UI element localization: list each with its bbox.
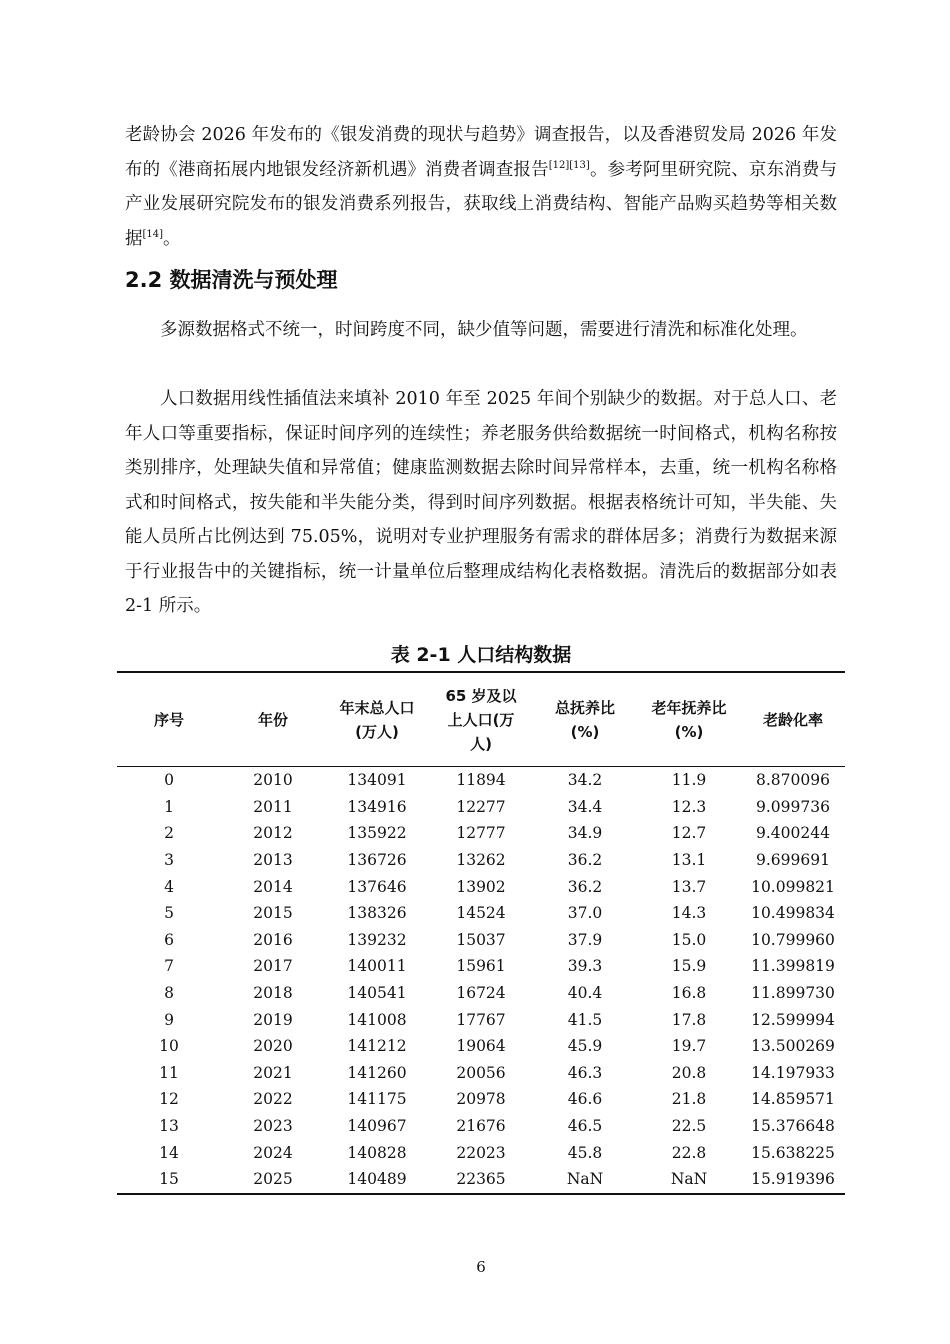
table-cell: 2014	[253, 877, 293, 896]
table-cell: NaN	[670, 1170, 708, 1189]
table-cell: 12277	[456, 797, 506, 816]
table-cell: 140011	[347, 957, 407, 976]
table-row	[117, 1033, 845, 1060]
table-row	[117, 1060, 845, 1087]
table-cell: 22.5	[671, 1117, 707, 1136]
column-header-total-population	[325, 672, 429, 767]
table-cell: 14.197933	[751, 1063, 835, 1082]
table-cell: 36.2	[567, 851, 603, 870]
table-cell: 9.099736	[756, 797, 830, 816]
table-cell: 17767	[456, 1010, 506, 1029]
table-cell: 2015	[253, 904, 293, 923]
table-cell: 15.0	[671, 930, 707, 949]
table-cell: 13	[159, 1117, 179, 1136]
column-header-total-dependency	[533, 672, 637, 767]
table-cell: 45.8	[567, 1143, 603, 1162]
table-cell: 9.699691	[756, 851, 830, 870]
header-text: 65 岁及以上人口(万人)	[445, 686, 517, 753]
table-cell: 14.3	[671, 904, 707, 923]
table-row	[117, 847, 845, 874]
table-row	[117, 1113, 845, 1140]
table-cell: 19.7	[671, 1037, 707, 1056]
table-cell: 46.3	[567, 1063, 603, 1082]
table-cell: 34.9	[567, 824, 603, 843]
table-row	[117, 820, 845, 847]
table-header-row	[117, 672, 845, 767]
table-cell: 135922	[347, 824, 407, 843]
table-cell: 20978	[456, 1090, 506, 1109]
table-cell: 2025	[253, 1170, 293, 1189]
column-header-index: 序号	[153, 710, 184, 729]
header-text: 老年抚养比(%)	[651, 698, 727, 741]
table-cell: 11894	[456, 771, 506, 790]
table-cell: 12	[159, 1090, 179, 1109]
citation-ref: [12]	[548, 159, 570, 171]
header-text: 总抚养比(%)	[554, 698, 615, 741]
table-cell: 140967	[347, 1117, 407, 1136]
table-cell: 11.399819	[751, 957, 835, 976]
table-cell: 11.899730	[751, 984, 835, 1003]
table-cell: 2016	[253, 930, 293, 949]
header-text: 年末总人口(万人)	[339, 698, 415, 741]
table-cell: 37.9	[567, 930, 603, 949]
table-cell: 41.5	[567, 1010, 603, 1029]
table-cell: 2013	[253, 851, 293, 870]
table-cell: 12777	[456, 824, 506, 843]
table-cell: 15.638225	[751, 1143, 835, 1162]
table-cell: 15.9	[671, 957, 707, 976]
paragraph-text: 。	[163, 228, 181, 249]
table-row	[117, 873, 845, 900]
table-cell: 9.400244	[756, 824, 830, 843]
table-cell: 4	[164, 877, 174, 896]
table-cell: 15037	[456, 930, 506, 949]
table-row	[117, 1166, 845, 1194]
table-row	[117, 980, 845, 1007]
table-cell: 9	[164, 1010, 174, 1029]
table-cell: 2021	[253, 1063, 293, 1082]
table-row	[117, 1086, 845, 1113]
table-cell: 45.9	[567, 1037, 603, 1056]
table-cell: 15.919396	[751, 1170, 835, 1189]
table-cell: 3	[164, 851, 174, 870]
paragraph-text: 老龄协会 2026 年发布的《银发消费的现状与趋势》调查报告，以及香港贸发局 2026 年发布的《港商拓展内地银发经济新机遇》消费者调查报告	[125, 125, 837, 180]
table-cell: 22365	[456, 1170, 506, 1189]
table-cell: 13.500269	[751, 1037, 835, 1056]
table-cell: 139232	[347, 930, 407, 949]
table-cell: 138326	[347, 904, 407, 923]
table-cell: 10	[159, 1037, 179, 1056]
table-cell: 134916	[347, 797, 407, 816]
table-cell: 17.8	[671, 1010, 707, 1029]
column-header-aging-rate: 老龄化率	[762, 710, 823, 729]
table-cell: 2019	[253, 1010, 293, 1029]
table-row	[117, 927, 845, 954]
table-cell: 6	[164, 930, 174, 949]
table-cell: 13.7	[671, 877, 707, 896]
table-cell: 14524	[456, 904, 506, 923]
table-cell: 2024	[253, 1143, 293, 1162]
table-cell: 2	[164, 824, 174, 843]
table-row	[117, 953, 845, 980]
table-cell: 40.4	[567, 984, 603, 1003]
table-cell: 16724	[456, 984, 506, 1003]
table-cell: 15	[159, 1170, 179, 1189]
table-cell: 2011	[253, 797, 293, 816]
table-cell: 36.2	[567, 877, 603, 896]
table-cell: 22023	[456, 1143, 506, 1162]
table-cell: 2018	[253, 984, 293, 1003]
table-cell: 1	[164, 797, 174, 816]
table-cell: 141175	[347, 1090, 407, 1109]
table-cell: 141212	[347, 1037, 407, 1056]
table-cell: 14	[159, 1143, 179, 1162]
table-cell: 21.8	[671, 1090, 707, 1109]
column-header-elderly-dependency	[637, 672, 741, 767]
paragraph-text: 。参考阿里研究院、京东消费与产业发展研究院发布的银发消费系列报告，获取线上消费结构、智能产品购买趋势等相关数据	[125, 159, 837, 249]
column-header-elderly-population	[429, 672, 533, 767]
table-cell: 13.1	[671, 851, 707, 870]
table-row	[117, 1006, 845, 1033]
table-cell: 20.8	[671, 1063, 707, 1082]
table-cell: 7	[164, 957, 174, 976]
table-cell: 136726	[347, 851, 407, 870]
table-cell: 2012	[253, 824, 293, 843]
table-cell: 15961	[456, 957, 506, 976]
table-row	[117, 767, 845, 794]
table-row	[117, 900, 845, 927]
table-cell: 2023	[253, 1117, 293, 1136]
table-cell: 34.2	[567, 771, 603, 790]
table-cell: 5	[164, 904, 174, 923]
table-cell: 8.870096	[756, 771, 830, 790]
table-cell: 34.4	[567, 797, 603, 816]
table-cell: 15.376648	[751, 1117, 835, 1136]
table-cell: 140489	[347, 1170, 407, 1189]
table-row	[117, 1139, 845, 1166]
table-cell: 140541	[347, 984, 407, 1003]
population-structure-table	[117, 671, 845, 1195]
table-row	[117, 794, 845, 821]
table-cell: 12.3	[671, 797, 707, 816]
table-cell: 13902	[456, 877, 506, 896]
table-cell: 21676	[456, 1117, 506, 1136]
table-cell: 0	[164, 771, 174, 790]
table-cell: 8	[164, 984, 174, 1003]
table-cell: 16.8	[671, 984, 707, 1003]
page-number: 6	[476, 1258, 486, 1276]
citation-ref: [13]	[569, 159, 590, 171]
table-cell: 10.799960	[751, 930, 835, 949]
table-cell: 141260	[347, 1063, 407, 1082]
section-heading: 2.2 数据清洗与预处理	[125, 268, 338, 292]
table-cell: 2020	[253, 1037, 293, 1056]
table-cell: 10.099821	[751, 877, 835, 896]
table-cell: 12.599994	[751, 1010, 835, 1029]
citation-ref: [14]	[142, 228, 164, 240]
column-header-year: 年份	[257, 710, 288, 729]
table-cell: 19064	[456, 1037, 506, 1056]
table-cell: 20056	[456, 1063, 506, 1082]
table-cell: 22.8	[671, 1143, 707, 1162]
table-cell: 46.5	[567, 1117, 603, 1136]
table-cell: 37.0	[567, 904, 603, 923]
table-cell: 2017	[253, 957, 293, 976]
table-cell: 14.859571	[751, 1090, 835, 1109]
table-cell: NaN	[566, 1170, 604, 1189]
table-cell: 46.6	[567, 1090, 603, 1109]
table-cell: 11.9	[671, 771, 707, 790]
table-cell: 141008	[347, 1010, 407, 1029]
table-cell: 2022	[253, 1090, 293, 1109]
table-cell: 13262	[456, 851, 506, 870]
table-body	[117, 767, 845, 1194]
paragraph-data-sources	[125, 118, 837, 256]
table-cell: 12.7	[671, 824, 707, 843]
paragraph-cleaning-detail: 人口数据用线性插值法来填补 2010 年至 2025 年间个别缺少的数据。对于总人口、老年人口等重要指标，保证时间序列的连续性；养老服务供给数据统一时间格式，机构名称按类别排序，处理缺失值和异常值；健康监测数据去除时间异常样本，去重，统一机构名称格式和时间格式，按失能和半失能分类，得到时间序列数据。根据表格统计可知，半失能、失能人员所占比例达到 75.05%，说明对专业护理服务有需求的群体居多；消费行为数据来源于行业报告中的关键指标，统一计量单位后整理成结构化表格数据。清洗后的数据部分如表 2-1 所示。	[125, 389, 837, 616]
table-cell: 134091	[347, 771, 407, 790]
table-cell: 2010	[253, 771, 293, 790]
table-caption: 表 2-1 人口结构数据	[390, 644, 572, 666]
table-cell: 140828	[347, 1143, 407, 1162]
table-cell: 39.3	[567, 957, 603, 976]
paragraph-cleaning-intro: 多源数据格式不统一，时间跨度不同，缺少值等问题，需要进行清洗和标准化处理。	[160, 320, 808, 340]
table-cell: 137646	[347, 877, 407, 896]
table-cell: 10.499834	[751, 904, 835, 923]
table-cell: 11	[159, 1063, 179, 1082]
